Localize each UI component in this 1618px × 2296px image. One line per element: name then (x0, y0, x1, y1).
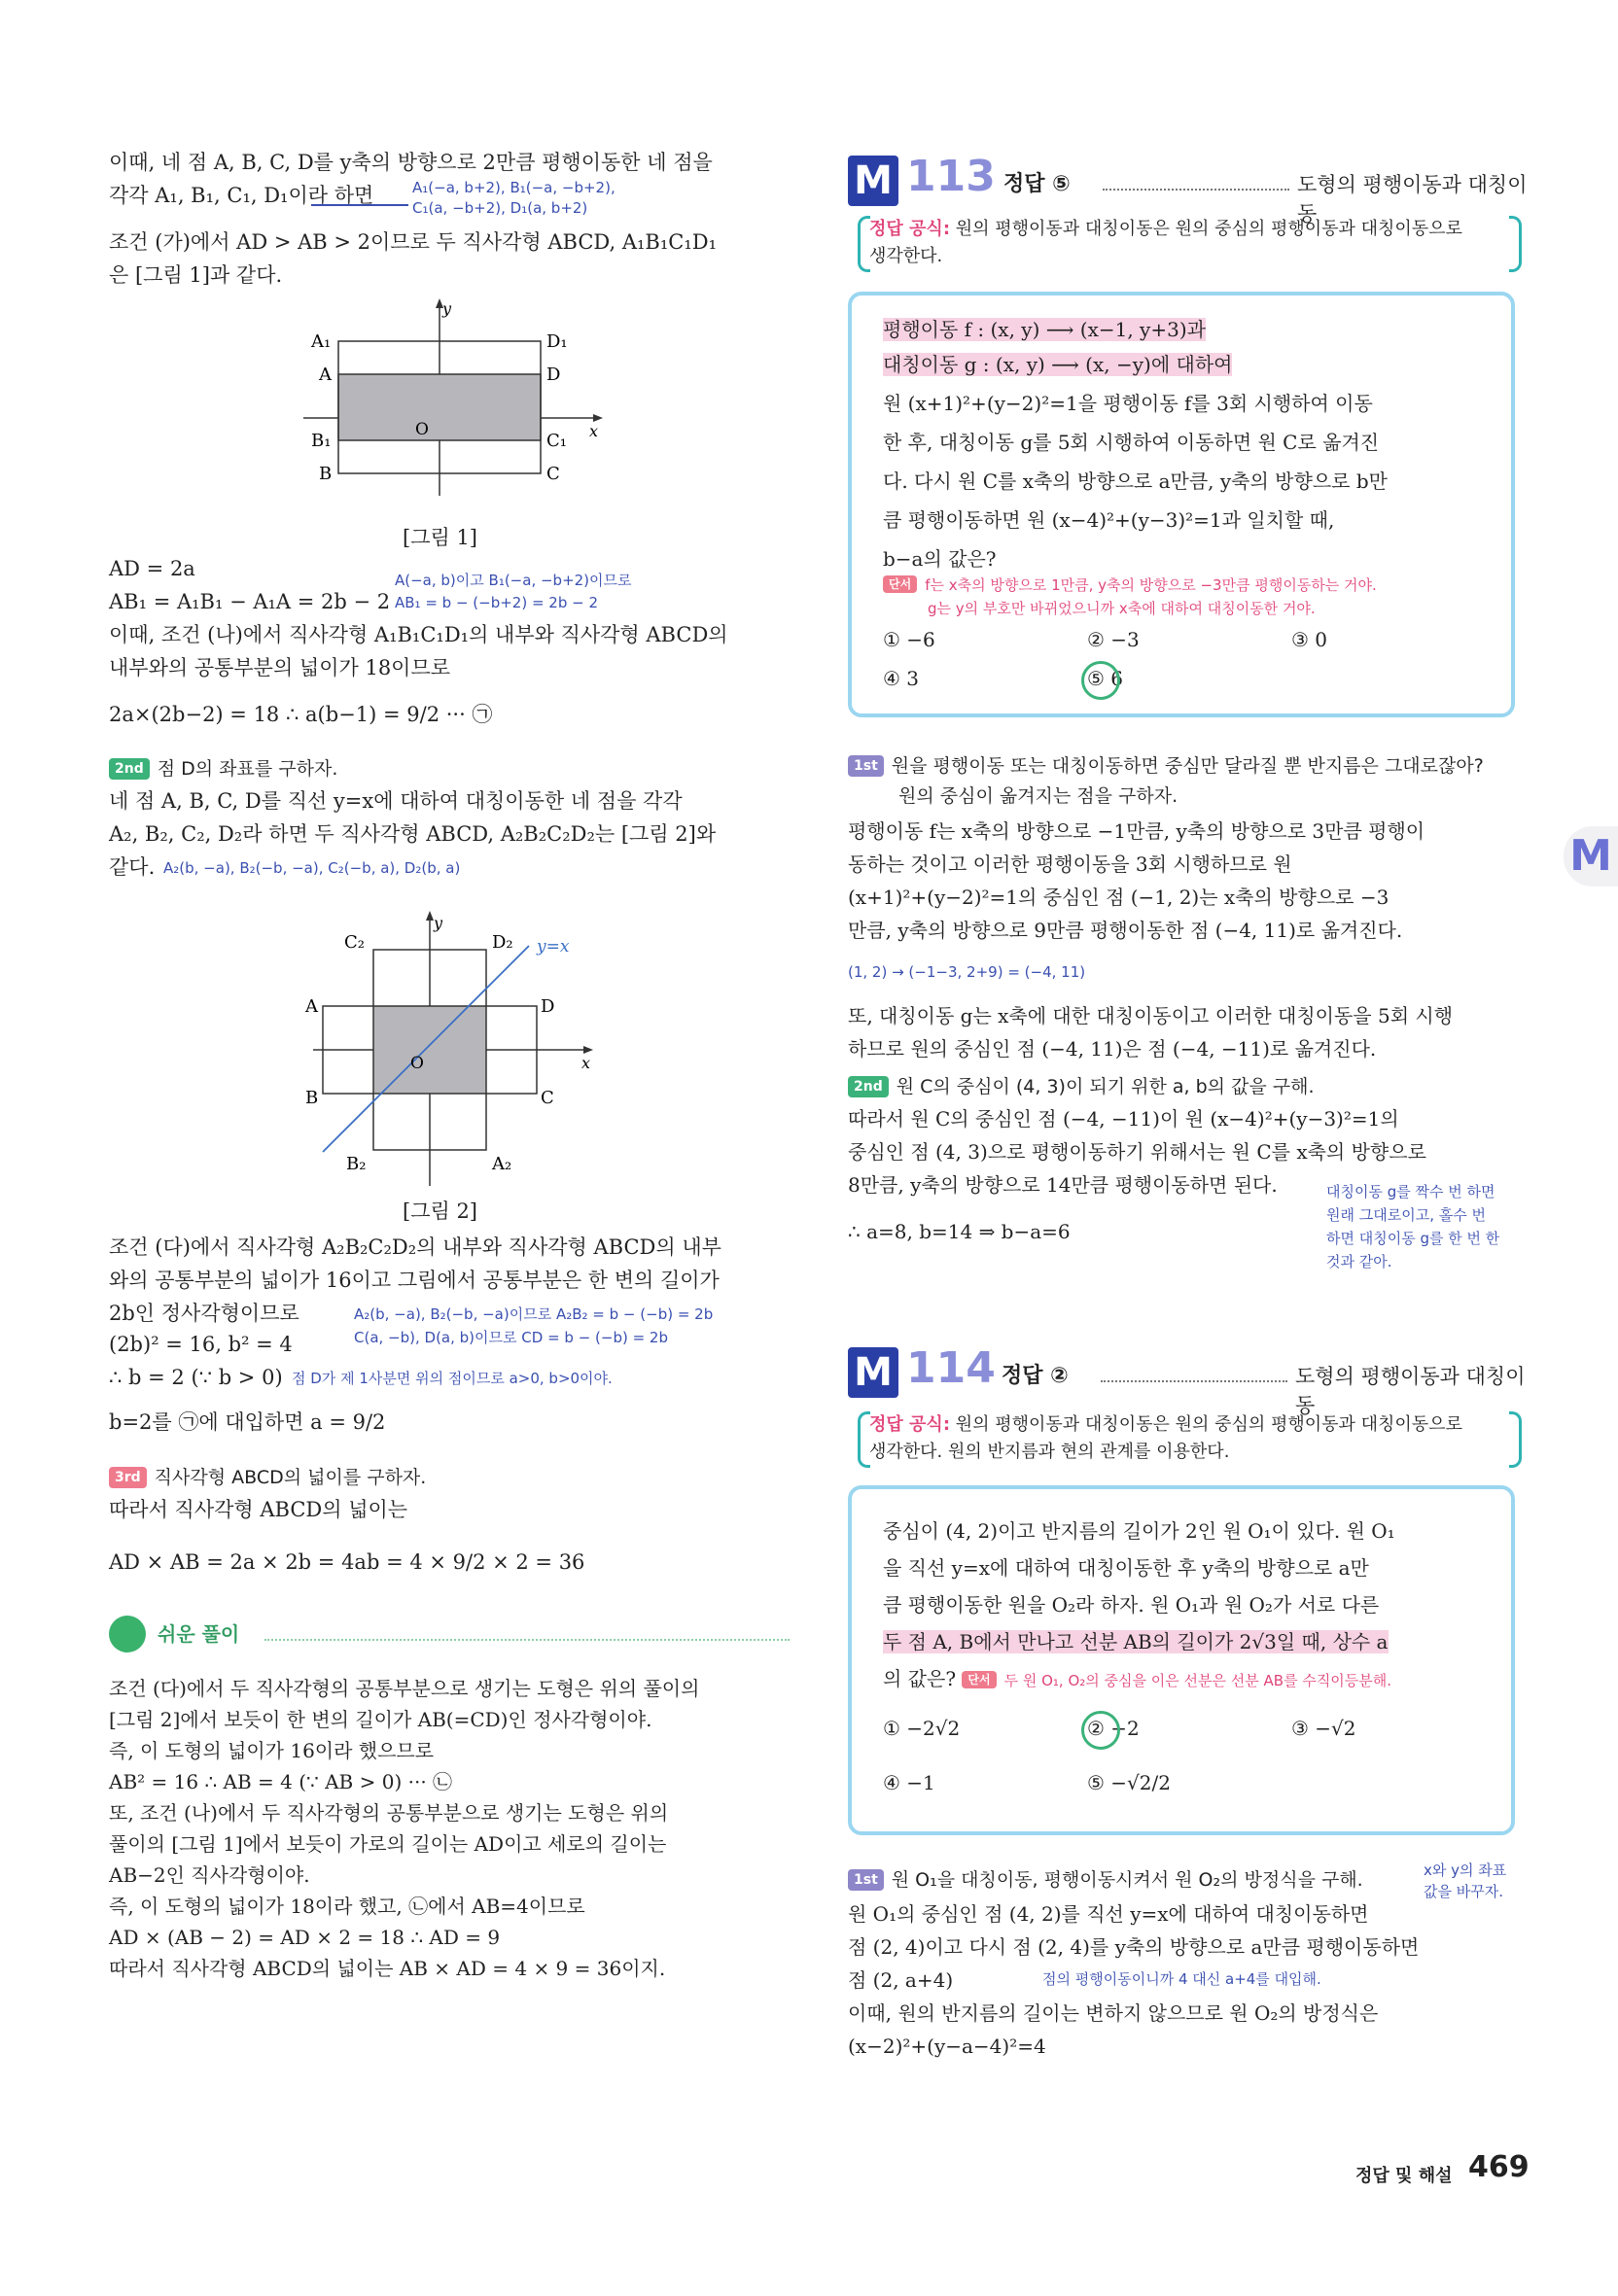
m114-badge: M (848, 1347, 898, 1398)
m114-step-1st-badge: 1st (848, 1869, 884, 1891)
note-first-quadrant: 점 D가 제 1사분면 위의 점이므로 a>0, b>0이야. (292, 1370, 613, 1387)
m113-highlight-2: 대칭이동 g : (x, y) ⟶ (x, −y)에 대하여 (883, 353, 1233, 376)
fig2-label-b: B (305, 1088, 319, 1108)
m113-solution-line-1: 평행이동 f는 x축의 방향으로 −1만큼, y축의 방향으로 3만큼 평행이 (848, 819, 1425, 843)
m113-solution-line-8: 중심인 점 (4, 3)으로 평행이동하기 위해서는 원 C를 x축의 방향으로 (848, 1140, 1426, 1164)
fig2-label-d: D (541, 996, 555, 1017)
fig1-label-c1: C₁ (546, 431, 567, 451)
area-line-2: AD × AB = 2a × 2b = 4ab = 4 × 9/2 × 2 = 36 (109, 1550, 585, 1574)
m114-choice-4[interactable]: ④ −1 (883, 1771, 935, 1794)
m114-formula-line-2: 생각한다. 원의 반지름과 현의 관계를 이용한다. (869, 1442, 1230, 1462)
m113-answer-circle (1081, 661, 1120, 700)
fig1-label-b: B (319, 464, 333, 484)
note-ab1-1: A(−a, b)이고 B₁(−a, −b+2)이므로 (395, 572, 632, 589)
easy-line-8: 즉, 이 도형의 넓이가 18이라 했고, ㉡에서 AB=4이므로 (109, 1895, 585, 1918)
m113-formula-line-2: 생각한다. (869, 246, 943, 266)
fig1-label-a: A (319, 365, 332, 385)
m114-formula-line-1 (869, 1411, 1462, 1439)
m113-highlight-1: 평행이동 f : (x, y) ⟶ (x−1, y+3)과 (883, 318, 1206, 341)
m113-number: 113 (906, 152, 996, 201)
m114-solution-line-2: 점 (2, 4)이고 다시 점 (2, 4)를 y축의 방향으로 a만큼 평행이동하면 (848, 1935, 1420, 1959)
m113-solution-line-4: 만큼, y축의 방향으로 9만큼 평행이동한 점 (−4, 11)로 옮겨진다. (848, 919, 1403, 942)
figure-1 (284, 296, 615, 505)
m114-problem-line-3: 큼 평행이동한 원을 O₂라 하자. 원 O₁과 원 O₂가 서로 다른 (883, 1593, 1380, 1617)
m113-side-note-2: 원래 그대로이고, 홀수 번 (1326, 1206, 1486, 1224)
condition-ga-line-2: 은 [그림 1]과 같다. (109, 263, 283, 287)
m114-topic: 도형의 평행이동과 대칭이동 (1295, 1365, 1526, 1417)
easy-line-7: AB−2인 직사각형이야. (109, 1863, 310, 1887)
fig1-label-d: D (546, 365, 561, 385)
note-cd: C(a, −b), D(a, b)이므로 CD = b − (−b) = 2b (354, 1329, 668, 1346)
m113-formula-line-1 (869, 216, 1462, 243)
m113-step-1st-text-2: 원의 중심이 옮겨지는 점을 구하자. (898, 785, 1178, 807)
note-a2b2c2d2: A₂(b, −a), B₂(−b, −a), C₂(−b, a), D₂(b, a) (163, 859, 461, 877)
m113-choice-4[interactable]: ④ 3 (883, 667, 920, 690)
fig2-line-y-eq-x (323, 946, 529, 1152)
symmetry-line-2: A₂, B₂, C₂, D₂라 하면 두 직사각형 ABCD, A₂B₂C₂D₂는 [그림 2]와 (109, 822, 717, 846)
m113-problem-line-1 (883, 313, 1206, 346)
fig2-label-x: x (581, 1054, 591, 1072)
m113-choice-1[interactable]: ① −6 (883, 628, 935, 651)
side-tab-m[interactable]: M (1564, 826, 1618, 887)
condition-da-line-3: 2b인 정사각형이므로 (109, 1302, 299, 1325)
note-a2b2: A₂(b, −a), B₂(−b, −a)이므로 A₂B₂ = b − (−b) = 2b (354, 1305, 714, 1323)
m113-side-note-4: 것과 같아. (1326, 1253, 1392, 1270)
footer-label: 정답 및 해설 (1355, 2166, 1453, 2186)
fig2-label-a: A (305, 996, 318, 1017)
m114-problem-line-4 (883, 1625, 1389, 1658)
m114-solution-line-4: 이때, 원의 반지름의 길이는 변하지 않으므로 원 O₂의 방정식은 (848, 2001, 1379, 2025)
m114-answer-circle (1081, 1711, 1120, 1750)
m113-step-1st-heading (848, 748, 1484, 783)
m113-side-note-3: 하면 대칭이동 g를 한 번 한 (1326, 1230, 1500, 1247)
m113-dots (1103, 189, 1289, 191)
m114-problem-line-1: 중심이 (4, 2)이고 반지름의 길이가 2인 원 O₁이 있다. 원 O₁ (883, 1519, 1395, 1543)
m114-solution-line-5: (x−2)²+(y−a−4)²=4 (848, 2035, 1046, 2058)
m114-highlight: 두 점 A, B에서 만나고 선분 AB의 길이가 2√3일 때, 상수 a (883, 1630, 1389, 1653)
easy-solution-title: 쉬운 풀이 (158, 1622, 240, 1646)
figure-1-caption: [그림 1] (403, 526, 477, 549)
easy-solution-icon (109, 1616, 146, 1652)
m113-choice-2[interactable]: ② −3 (1087, 628, 1140, 651)
note-a1b1: A₁(−a, b+2), B₁(−a, −b+2), (412, 179, 616, 196)
m114-step-note-2: 값을 바꾸자. (1424, 1883, 1503, 1900)
m114-choice-1[interactable]: ① −2√2 (883, 1717, 961, 1740)
m113-solution-note: (1, 2) → (−1−3, 2+9) = (−4, 11) (848, 963, 1086, 981)
m113-solution-line-5: 또, 대칭이동 g는 x축에 대한 대칭이동이고 이러한 대칭이동을 5회 시행 (848, 1004, 1454, 1027)
m114-step-1st-heading (848, 1862, 1363, 1896)
condition-ga-line-1: 조건 (가)에서 AD > AB > 2이므로 두 직사각형 ABCD, A₁B₁C₁D₁ (109, 230, 718, 254)
m114-choice-3[interactable]: ③ −√2 (1291, 1717, 1356, 1740)
m113-solution-line-10: ∴ a=8, b=14 ⇒ b−a=6 (848, 1220, 1071, 1243)
step-2nd-badge: 2nd (109, 758, 150, 780)
fig1-label-c: C (546, 464, 560, 484)
m114-dots (1101, 1380, 1287, 1382)
note-ab1-2: AB₁ = b − (−b+2) = 2b − 2 (395, 594, 599, 611)
fig1-label-o: O (415, 420, 429, 439)
fig2-x-arrow (583, 1046, 593, 1054)
m113-step-2nd-badge: 2nd (848, 1076, 889, 1097)
m114-formula-bracket-right (1509, 1411, 1522, 1468)
m113-badge: M (848, 156, 898, 206)
m113-formula-text-1: 원의 평행이동과 대칭이동은 원의 중심의 평행이동과 대칭이동으로 (955, 219, 1462, 239)
m114-choice-2[interactable]: ② −2 (1087, 1717, 1140, 1740)
easy-solution-divider (264, 1639, 790, 1641)
m113-formula-bracket-right (1509, 216, 1522, 272)
intro-line-2: 각각 A₁, B₁, C₁, D₁이라 하면 (109, 184, 374, 207)
fig2-label-c2: C₂ (344, 932, 365, 953)
fig1-common-region (338, 374, 541, 440)
m114-number: 114 (906, 1343, 996, 1393)
m113-answer: 정답 ⑤ (1003, 172, 1071, 196)
m113-formula-label: 정답 공식: (869, 219, 951, 239)
easy-line-1: 조건 (다)에서 두 직사각형의 공통부분으로 생기는 도형은 위의 풀이의 (109, 1677, 700, 1700)
m113-solution-line-7: 따라서 원 C의 중심인 점 (−4, −11)이 원 (x−4)²+(y−3)²=1의 (848, 1107, 1399, 1131)
m114-choice-5[interactable]: ⑤ −√2/2 (1087, 1771, 1171, 1794)
m113-solution-line-6: 하므로 원의 중심인 점 (−4, 11)은 점 (−4, −11)로 옮겨진다. (848, 1037, 1377, 1061)
step-3rd-heading (109, 1460, 426, 1494)
m114-problem-line-5-text: 의 값은? (883, 1667, 957, 1690)
page-number: 469 (1468, 2150, 1530, 2184)
m113-solution-line-3: (x+1)²+(y−2)²=1의 중심인 점 (−1, 2)는 x축의 방향으로 −3 (848, 886, 1389, 909)
m113-problem-line-2 (883, 348, 1232, 381)
note-c1d1: C₁(a, −b+2), D₁(a, b+2) (412, 199, 588, 217)
note-arrow (311, 204, 408, 206)
fig2-label-b2: B₂ (346, 1154, 367, 1174)
m114-step-note-1: x와 y의 좌표 (1424, 1861, 1507, 1879)
fig2-y-arrow (426, 911, 434, 921)
step-3rd-text: 직사각형 ABCD의 넓이를 구하자. (154, 1467, 427, 1488)
condition-da-line-2: 와의 공통부분의 넓이가 16이고 그림에서 공통부분은 한 변의 길이가 (109, 1269, 720, 1292)
condition-na-line-1: 이때, 조건 (나)에서 직사각형 A₁B₁C₁D₁의 내부와 직사각형 ABCD의 (109, 623, 728, 646)
m113-choice-5[interactable]: ⑤ 6 (1087, 667, 1124, 690)
fig2-label-o: O (410, 1054, 424, 1073)
m113-problem-line-7: b−a의 값은? (883, 547, 997, 571)
m114-answer: 정답 ② (1002, 1364, 1069, 1388)
fig1-label-d1: D₁ (546, 331, 568, 352)
m113-step-1st-badge: 1st (848, 755, 884, 777)
figure-2 (303, 909, 615, 1191)
m113-hint-text-1: f는 x축의 방향으로 1만큼, y축의 방향으로 −3만큼 평행이동하는 거야. (925, 576, 1377, 594)
easy-line-9: AD × (AB − 2) = AD × 2 = 18 ∴ AD = 9 (109, 1926, 501, 1949)
m113-hint-badge: 단서 (883, 575, 917, 593)
m113-step-1st-text-1: 원을 평행이동 또는 대칭이동하면 중심만 달라질 뿐 반지름은 그대로잖아? (891, 755, 1484, 777)
m114-hint-text: 두 원 O₁, O₂의 중심을 이은 선분은 선분 AB를 수직이등분해. (1003, 1672, 1392, 1689)
easy-line-4: AB² = 16 ∴ AB = 4 (∵ AB > 0) ··· ㉡ (109, 1770, 453, 1793)
eq-ad: AD = 2a (109, 557, 195, 580)
step-2nd-heading (109, 751, 337, 785)
easy-line-6: 풀이의 [그림 1]에서 보듯이 가로의 길이는 AD이고 세로의 길이는 (109, 1832, 667, 1856)
fig2-label-d2: D₂ (492, 932, 513, 953)
m113-choice-3[interactable]: ③ 0 (1291, 628, 1328, 651)
m113-problem-line-3: 원 (x+1)²+(y−2)²=1을 평행이동 f를 3회 시행하여 이동 (883, 392, 1373, 415)
eq-a-value: b=2를 ㉠에 대입하면 a = 9/2 (109, 1410, 386, 1434)
fig1-label-x: x (589, 422, 599, 440)
m113-topic: 도형의 평행이동과 대칭이동 (1297, 173, 1528, 226)
m113-step-2nd-heading (848, 1069, 1315, 1103)
condition-na-line-2: 내부와의 공통부분의 넓이가 18이므로 (109, 656, 451, 679)
step-3rd-badge: 3rd (109, 1467, 147, 1488)
easy-line-5: 또, 조건 (나)에서 두 직사각형의 공통부분으로 생기는 도형은 위의 (109, 1801, 669, 1825)
eq-b-squared: (2b)² = 16, b² = 4 (109, 1333, 293, 1356)
m113-solution-line-2: 동하는 것이고 이러한 평행이동을 3회 시행하므로 원 (848, 852, 1292, 876)
m114-problem-line-2: 을 직선 y=x에 대하여 대칭이동한 후 y축의 방향으로 a만 (883, 1556, 1369, 1580)
m114-formula-label: 정답 공식: (869, 1414, 951, 1435)
fig1-label-y: y (442, 299, 452, 318)
m113-hint-line-1 (883, 575, 1377, 595)
m113-step-2nd-text: 원 C의 중심이 (4, 3)이 되기 위한 a, b의 값을 구해. (896, 1076, 1315, 1097)
area-line-1: 따라서 직사각형 ABCD의 넓이는 (109, 1498, 408, 1521)
fig2-label-yx: y=x (537, 937, 570, 957)
m113-side-note-1: 대칭이동 g를 짝수 번 하면 (1326, 1183, 1495, 1200)
eq-b-value: ∴ b = 2 (∵ b > 0) (109, 1366, 283, 1389)
fig2-common-square (373, 1006, 486, 1094)
fig1-label-b1: B₁ (311, 431, 332, 451)
fig2-label-y: y (434, 914, 443, 932)
fig1-x-arrow (593, 414, 603, 422)
m113-problem-line-6: 큼 평행이동하면 원 (x−4)²+(y−3)²=1과 일치할 때, (883, 508, 1335, 532)
m114-solution-line-1: 원 O₁의 중심인 점 (4, 2)를 직선 y=x에 대하여 대칭이동하면 (848, 1902, 1369, 1926)
symmetry-line-1: 네 점 A, B, C, D를 직선 y=x에 대하여 대칭이동한 네 점을 각각 (109, 789, 683, 813)
m113-hint-line-2: g는 y의 부호만 바뀌었으니까 x축에 대하여 대칭이동한 거야. (928, 600, 1316, 617)
easy-line-10: 따라서 직사각형 ABCD의 넓이는 AB × AD = 4 × 9 = 36이지. (109, 1957, 666, 1980)
fig1-label-a1: A₁ (311, 331, 332, 352)
condition-da-line-1: 조건 (다)에서 직사각형 A₂B₂C₂D₂의 내부와 직사각형 ABCD의 내부 (109, 1235, 721, 1259)
eq-ab1: AB₁ = A₁B₁ − A₁A = 2b − 2 (109, 590, 391, 613)
m113-problem-line-4: 한 후, 대칭이동 g를 5회 시행하여 이동하면 원 C로 옮겨진 (883, 431, 1380, 454)
m114-formula-text-1: 원의 평행이동과 대칭이동은 원의 중심의 평행이동과 대칭이동으로 (955, 1414, 1462, 1435)
symmetry-line-3: 같다. (109, 855, 156, 879)
eq-area-18: 2a×(2b−2) = 18 ∴ a(b−1) = 9/2 ··· ㉠ (109, 703, 493, 726)
easy-line-2: [그림 2]에서 보듯이 한 변의 길이가 AB(=CD)인 정사각형이야. (109, 1708, 652, 1731)
fig2-label-a2: A₂ (492, 1154, 512, 1174)
m114-solution-line-3: 점 (2, a+4) (848, 1968, 954, 1992)
m114-solution-note: 점의 평행이동이니까 4 대신 a+4를 대입해. (1042, 1970, 1321, 1988)
m113-problem-line-5: 다. 다시 원 C를 x축의 방향으로 a만큼, y축의 방향으로 b만 (883, 470, 1388, 493)
m113-solution-line-9: 8만큼, y축의 방향으로 14만큼 평행이동하면 된다. (848, 1173, 1278, 1197)
m114-step-1st-text: 원 O₁을 대칭이동, 평행이동시켜서 원 O₂의 방정식을 구해. (891, 1869, 1363, 1891)
m114-problem-line-5 (883, 1662, 1391, 1695)
m114-hint-badge: 단서 (962, 1671, 996, 1688)
step-2nd-text: 점 D의 좌표를 구하자. (157, 758, 338, 780)
figure-2-caption: [그림 2] (403, 1200, 477, 1223)
easy-line-3: 즉, 이 도형의 넓이가 16이라 했으므로 (109, 1739, 435, 1762)
fig2-label-c: C (541, 1088, 554, 1108)
intro-line-1: 이때, 네 점 A, B, C, D를 y축의 방향으로 2만큼 평행이동한 네 점을 (109, 151, 713, 174)
